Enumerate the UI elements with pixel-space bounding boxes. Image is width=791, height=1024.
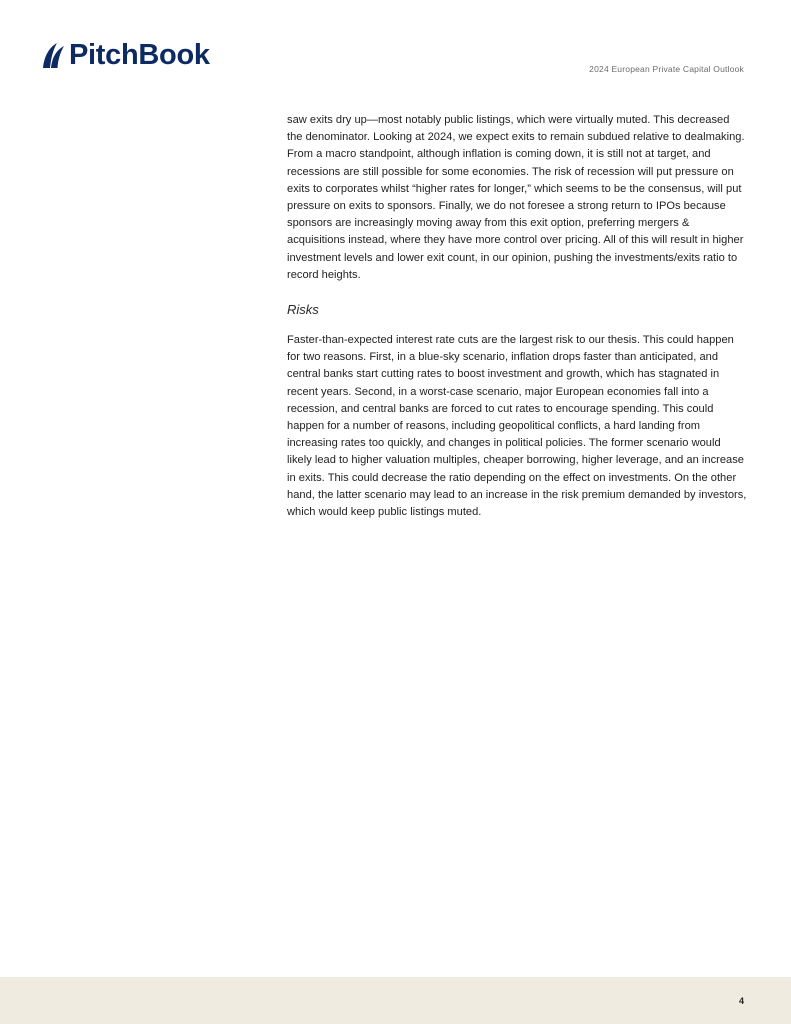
- main-content: [287, 112, 747, 521]
- report-title: 2024 European Private Capital Outlook: [589, 64, 744, 74]
- pitchbook-sail-icon: [40, 40, 66, 70]
- body-paragraph: Faster-than-expected interest rate cuts are the largest risk to our thesis. This could happen for two reasons. First, in a blue-sky scenario, inflation drops faster than anticipated, and central banks start cutting rates to boost investment and growth, which has stagnated in recent years. Second, in a worst-case scenario, major European economies fall into a recession, and central banks are forced to cut rates to encourage spending. This could happen for a number of reasons, including geopolitical conflicts, a hard landing from increasing rates too quickly, and changes in political policies. The former scenario would likely lead to higher valuation multiples, cheaper borrowing, higher leverage, and an increase in exits. This could decrease the ratio depending on the effect on investments. On the other hand, the latter scenario may lead to an increase in the risk premium demanded by investors, which would keep public listings muted.: [287, 334, 747, 519]
- pitchbook-logo: [40, 40, 210, 70]
- section-heading-risks: Risks: [287, 302, 319, 318]
- page-footer: [0, 977, 791, 1024]
- page-number: 4: [738, 996, 744, 1006]
- body-paragraph: saw exits dry up—most notably public listings, which were virtually muted. This decreased the denominator. Looking at 2024, we expect exits to remain subdued relative to dealmaking. From a macro standpoint, although inflation is coming down, it is still not at target, and recessions are still possible for some economies. The risk of recession will put pressure on exits to corporates whilst “higher rates for longer,” which seems to be the consensus, will put pressure on exits to sponsors. Finally, we do not foresee a strong return to IPOs because sponsors are increasingly moving away from this exit option, preferring mergers & acquisitions instead, where they have more control over pricing. All of this will result in higher investment levels and lower exit count, in our opinion, pushing the investments/exits ratio to record heights.: [287, 114, 745, 281]
- logo-text: PitchBook: [69, 38, 210, 71]
